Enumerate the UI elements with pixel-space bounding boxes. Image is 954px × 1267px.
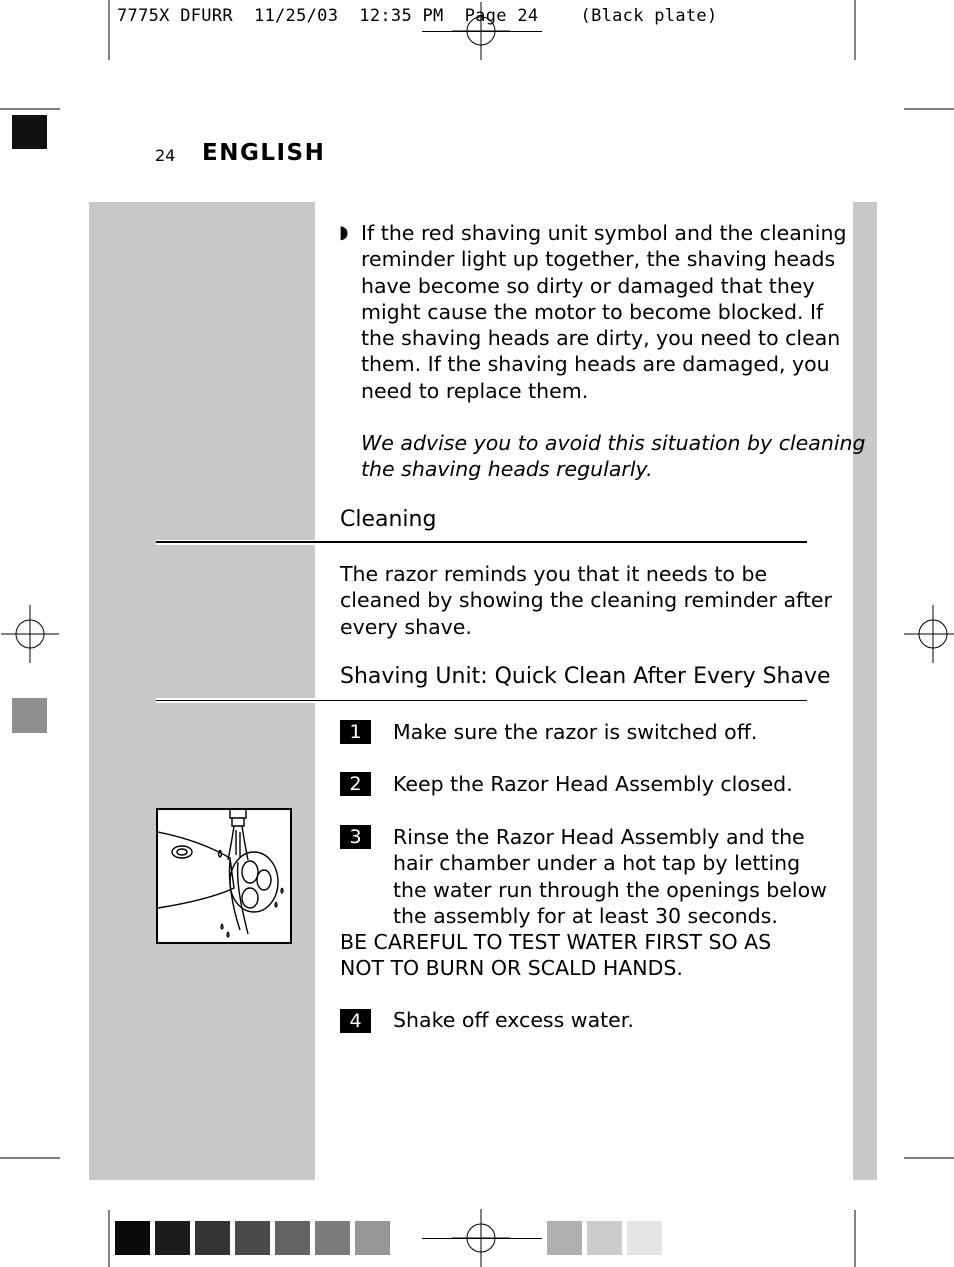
text-line: NOT TO BURN OR SCALD HANDS.: [340, 956, 683, 981]
swatch-6: [315, 1221, 350, 1255]
illustration-pointer: [293, 826, 315, 848]
text-line: If the red shaving unit symbol and the cleaning: [361, 221, 847, 245]
registration-mark-left: [1, 605, 59, 663]
text-line: the assembly for at least 30 seconds.: [393, 903, 778, 928]
text-line: Rinse the Razor Head Assembly and the: [393, 825, 805, 849]
text-line: Make sure the razor is switched off.: [393, 720, 758, 744]
razor-rinse-icon: [158, 810, 290, 942]
text-line: hair chamber under a hot tap by letting: [393, 851, 801, 876]
bullet-icon: ◗: [339, 222, 349, 243]
intro-paragraph: [361, 220, 847, 404]
step-text-4: [393, 1007, 634, 1033]
registration-line-top: [422, 31, 542, 32]
step-number-1: 1: [340, 720, 371, 744]
cleaning-heading: Cleaning: [340, 507, 437, 532]
cleaning-paragraph: [340, 561, 832, 640]
text-line: the shaving heads are dirty, you need to clean: [361, 326, 841, 351]
text-line: We advise you to avoid this situation by cleaning: [361, 431, 866, 455]
right-gray-strip: [853, 202, 877, 1180]
registration-mark-right: [904, 605, 954, 663]
swatch-9: [587, 1221, 622, 1255]
quick-clean-rule: [156, 700, 807, 701]
quick-clean-heading: Shaving Unit: Quick Clean After Every Shave: [340, 664, 831, 689]
step-number-3: 3: [340, 825, 371, 849]
step-text-2: [393, 771, 793, 797]
swatch-5: [275, 1221, 310, 1255]
registration-line-bottom: [422, 1238, 542, 1239]
text-line: need to replace them.: [361, 378, 589, 403]
swatch-1: [115, 1221, 150, 1255]
text-line: the shaving heads regularly.: [361, 457, 653, 482]
swatch-2: [155, 1221, 190, 1255]
text-line: reminder light up together, the shaving heads: [361, 247, 836, 272]
text-line: have become so dirty or damaged that they: [361, 273, 815, 298]
warning-text: [340, 929, 771, 982]
swatch-4: [235, 1221, 270, 1255]
color-block-black: [12, 115, 47, 149]
printer-slug-line: 7775X DFURR 11/25/03 12:35 PM Page 24 (Black plate): [117, 6, 718, 26]
advice-paragraph: [361, 430, 866, 483]
step-text-1: [393, 719, 757, 745]
cleaning-rule: [156, 541, 807, 543]
text-line: cleaned by showing the cleaning reminder after: [340, 588, 832, 613]
page-number: 24: [155, 146, 176, 165]
text-line: them. If the shaving heads are damaged, you: [361, 352, 830, 377]
step-text-3: [393, 824, 827, 929]
step-number-4: 4: [340, 1009, 371, 1033]
step-number-2: 2: [340, 772, 371, 796]
swatch-10: [627, 1221, 662, 1255]
text-line: Keep the Razor Head Assembly closed.: [393, 772, 793, 796]
razor-under-tap-illustration: [156, 808, 292, 944]
text-line: The razor reminds you that it needs to be: [340, 562, 768, 586]
swatch-8: [547, 1221, 582, 1255]
text-line: the water run through the openings below: [393, 877, 827, 902]
text-line: Shake off excess water.: [393, 1008, 634, 1032]
text-line: every shave.: [340, 614, 472, 639]
color-block-gray: [12, 698, 47, 733]
swatch-3: [195, 1221, 230, 1255]
language-heading: ENGLISH: [202, 140, 326, 166]
left-gray-panel: [89, 202, 315, 1180]
swatch-7: [355, 1221, 390, 1255]
text-line: BE CAREFUL TO TEST WATER FIRST SO AS: [340, 930, 772, 954]
text-line: might cause the motor to become blocked. If: [361, 299, 824, 324]
